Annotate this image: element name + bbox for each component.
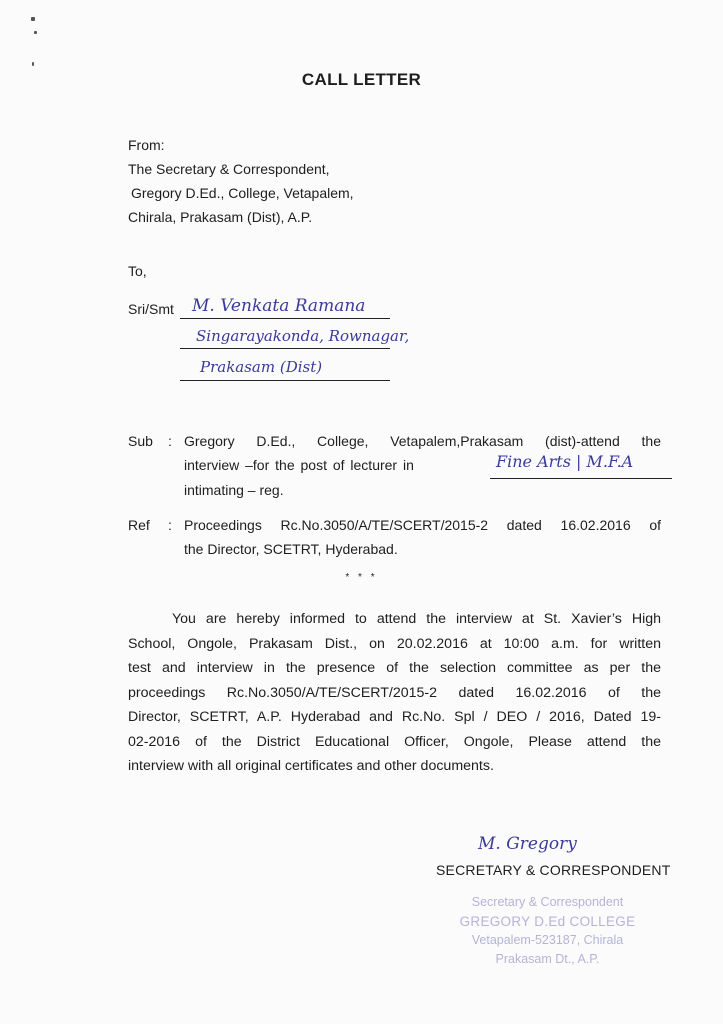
from-block: [128, 133, 354, 229]
separator-stars: * * *: [345, 572, 378, 583]
body-line: test and interview in the presence of the selection committee as per the: [128, 660, 661, 676]
recipient-address-1: Singarayakonda, Rownagar,: [196, 327, 410, 345]
from-line-3: Chirala, Prakasam (Dist), A.P.: [128, 209, 313, 225]
scan-mark: [31, 17, 35, 21]
stamp-line-4: Prakasam Dt., A.P.: [495, 952, 600, 966]
subject-line-1: Gregory D.Ed., College, Vetapalem,Prakasam (dist)-attend the: [184, 433, 661, 449]
from-line-2: Gregory D.Ed., College, Vetapalem,: [131, 185, 354, 201]
subject-line-3: intimating – reg.: [184, 482, 284, 498]
to-label: To,: [128, 263, 147, 279]
stamp-line-3: Vetapalem-523187, Chirala: [471, 933, 624, 947]
from-label: From:: [128, 137, 165, 153]
signatory-title: SECRETARY & CORRESPONDENT: [436, 862, 671, 878]
salutation-label: Sri/Smt: [128, 301, 174, 317]
scan-mark: [32, 62, 34, 66]
recipient-name-line: [180, 318, 390, 319]
handwritten-signature: M. Gregory: [478, 834, 577, 854]
reference-line-2: the Director, SCETRT, Hyderabad.: [184, 541, 398, 557]
subject-label: Sub: [128, 433, 153, 449]
body-line: You are hereby informed to attend the interview at St. Xavier’s High: [172, 611, 661, 627]
recipient-address-line-1: [180, 348, 390, 349]
body-line: Director, SCETRT, A.P. Hyderabad and Rc.No. Spl / DEO / 2016, Dated 19-: [128, 709, 661, 725]
recipient-address-2: Prakasam (Dist): [200, 358, 323, 376]
subject-colon: :: [168, 433, 172, 449]
body-line: interview with all original certificates and other documents.: [128, 758, 494, 774]
stamp-line-2: GREGORY D.Ed COLLEGE: [459, 914, 636, 929]
from-line-1: The Secretary & Correspondent,: [128, 161, 330, 177]
reference-colon: :: [168, 517, 172, 533]
reference-label: Ref: [128, 517, 150, 533]
document-title: CALL LETTER: [301, 70, 422, 89]
scan-mark: [34, 31, 37, 34]
body-line: School, Ongole, Prakasam Dist., on 20.02.2016 at 10:00 a.m. for written: [128, 635, 661, 652]
subject-line-2: interview –for the post of lecturer in: [184, 457, 414, 473]
recipient-name: M. Venkata Ramana: [192, 296, 366, 316]
college-stamp: [440, 893, 655, 969]
body-line: proceedings Rc.No.3050/A/TE/SCERT/2015-2 dated 16.02.2016 of the: [128, 684, 661, 701]
subject-handwritten-post: Fine Arts | M.F.A: [496, 452, 634, 471]
body-paragraph: [128, 607, 661, 779]
subject-handwritten-underline: [490, 478, 672, 479]
stamp-line-1: Secretary & Correspondent: [471, 895, 624, 909]
body-line: 02-2016 of the District Educational Officer, Ongole, Please attend the: [128, 733, 661, 750]
recipient-address-line-2: [180, 380, 390, 381]
reference-line-1: Proceedings Rc.No.3050/A/TE/SCERT/2015-2 dated 16.02.2016 of: [184, 517, 661, 533]
